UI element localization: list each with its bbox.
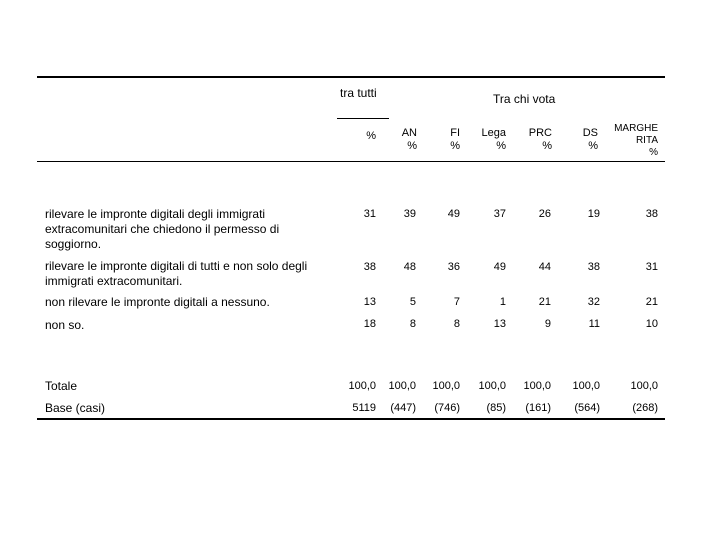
header-col-pct: % — [366, 130, 376, 142]
row-label-1-line-1: rilevare le impronte digitali degli immigrati — [45, 207, 266, 221]
row-3-an: 5 — [409, 296, 416, 308]
row-label-2 — [45, 259, 335, 289]
header-col-ds — [558, 127, 598, 153]
total-ds: 100,0 — [572, 380, 600, 392]
header-col-prc — [512, 127, 552, 153]
row-4-prc: 9 — [544, 318, 551, 330]
total-label: Totale — [45, 379, 78, 393]
header-col-margherita-name-2: RITA — [635, 135, 658, 146]
row-label-3-line-1: non rilevare le impronte digitali a nessuno. — [45, 295, 270, 309]
header-bottom-rule — [37, 161, 665, 162]
header-col-lega-name: Lega — [481, 127, 506, 139]
row-2-an: 48 — [403, 261, 416, 273]
header-col-ds-unit: % — [588, 140, 598, 152]
header-col-lega — [466, 127, 506, 153]
total-tutti: 100,0 — [348, 380, 376, 392]
header-col-prc-unit: % — [542, 140, 552, 152]
row-label-1-line-3: soggiorno. — [45, 237, 102, 251]
row-2-margherita: 31 — [645, 261, 658, 273]
row-2-fi: 36 — [447, 261, 460, 273]
header-col-margherita-unit: % — [649, 147, 658, 158]
row-4-ds: 11 — [588, 318, 600, 330]
row-3-prc: 21 — [538, 296, 551, 308]
table-bottom-rule — [37, 418, 665, 420]
table-top-rule — [37, 76, 665, 78]
row-1-an: 39 — [403, 208, 416, 220]
header-col-an-name: AN — [401, 127, 417, 139]
header-col-lega-unit: % — [496, 140, 506, 152]
total-lega: 100,0 — [478, 380, 506, 392]
header-col-margherita — [600, 123, 658, 159]
base-lega: (85) — [486, 402, 506, 414]
header-tra-chi-vota: Tra chi vota — [493, 92, 556, 106]
row-1-fi: 49 — [447, 208, 460, 220]
base-ds: (564) — [574, 402, 600, 414]
row-1-ds: 19 — [587, 208, 600, 220]
base-prc: (161) — [525, 402, 551, 414]
total-fi: 100,0 — [432, 380, 460, 392]
row-4-fi: 8 — [453, 318, 460, 330]
row-3-margherita: 21 — [645, 296, 658, 308]
row-4-an: 8 — [409, 318, 416, 330]
row-4-lega: 13 — [493, 318, 506, 330]
header-tra-tutti: tra tutti — [340, 86, 377, 100]
row-label-2-line-1: rilevare le impronte digitali di tutti e non solo degli — [45, 259, 308, 273]
header-col-prc-name: PRC — [528, 127, 552, 139]
base-tutti: 5119 — [352, 402, 376, 414]
row-3-fi: 7 — [453, 296, 460, 308]
header-col-fi — [420, 127, 460, 153]
row-1-margherita: 38 — [645, 208, 658, 220]
row-3-lega: 1 — [499, 296, 506, 308]
row-label-4 — [45, 318, 335, 333]
total-an: 100,0 — [388, 380, 416, 392]
total-prc: 100,0 — [523, 380, 551, 392]
tra-tutti-underline — [337, 118, 389, 119]
row-2-tutti: 38 — [363, 261, 376, 273]
row-1-tutti: 31 — [363, 208, 376, 220]
header-col-ds-name: DS — [582, 127, 598, 139]
row-label-4-line-1: non so. — [45, 318, 85, 332]
header-col-an — [377, 127, 417, 153]
total-margherita: 100,0 — [630, 380, 658, 392]
header-col-fi-name: FI — [450, 127, 460, 139]
header-col-an-unit: % — [407, 140, 417, 152]
row-3-ds: 32 — [587, 296, 600, 308]
header-col-margherita-name-1: MARGHE — [614, 123, 658, 134]
row-2-lega: 49 — [493, 261, 506, 273]
row-4-tutti: 18 — [363, 318, 376, 330]
row-label-2-line-2: immigrati extracomunitari. — [45, 274, 183, 288]
header-col-fi-unit: % — [450, 140, 460, 152]
base-an: (447) — [390, 402, 416, 414]
row-label-1 — [45, 207, 325, 252]
base-margherita: (268) — [632, 402, 658, 414]
base-label: Base (casi) — [45, 401, 106, 415]
row-label-1-line-2: extracomunitari che chiedono il permesso di — [45, 222, 280, 236]
base-fi: (746) — [434, 402, 460, 414]
row-4-margherita: 10 — [645, 318, 658, 330]
row-2-ds: 38 — [587, 261, 600, 273]
row-label-3 — [45, 295, 335, 310]
row-3-tutti: 13 — [363, 296, 376, 308]
row-2-prc: 44 — [538, 261, 551, 273]
row-1-lega: 37 — [493, 208, 506, 220]
row-1-prc: 26 — [538, 208, 551, 220]
